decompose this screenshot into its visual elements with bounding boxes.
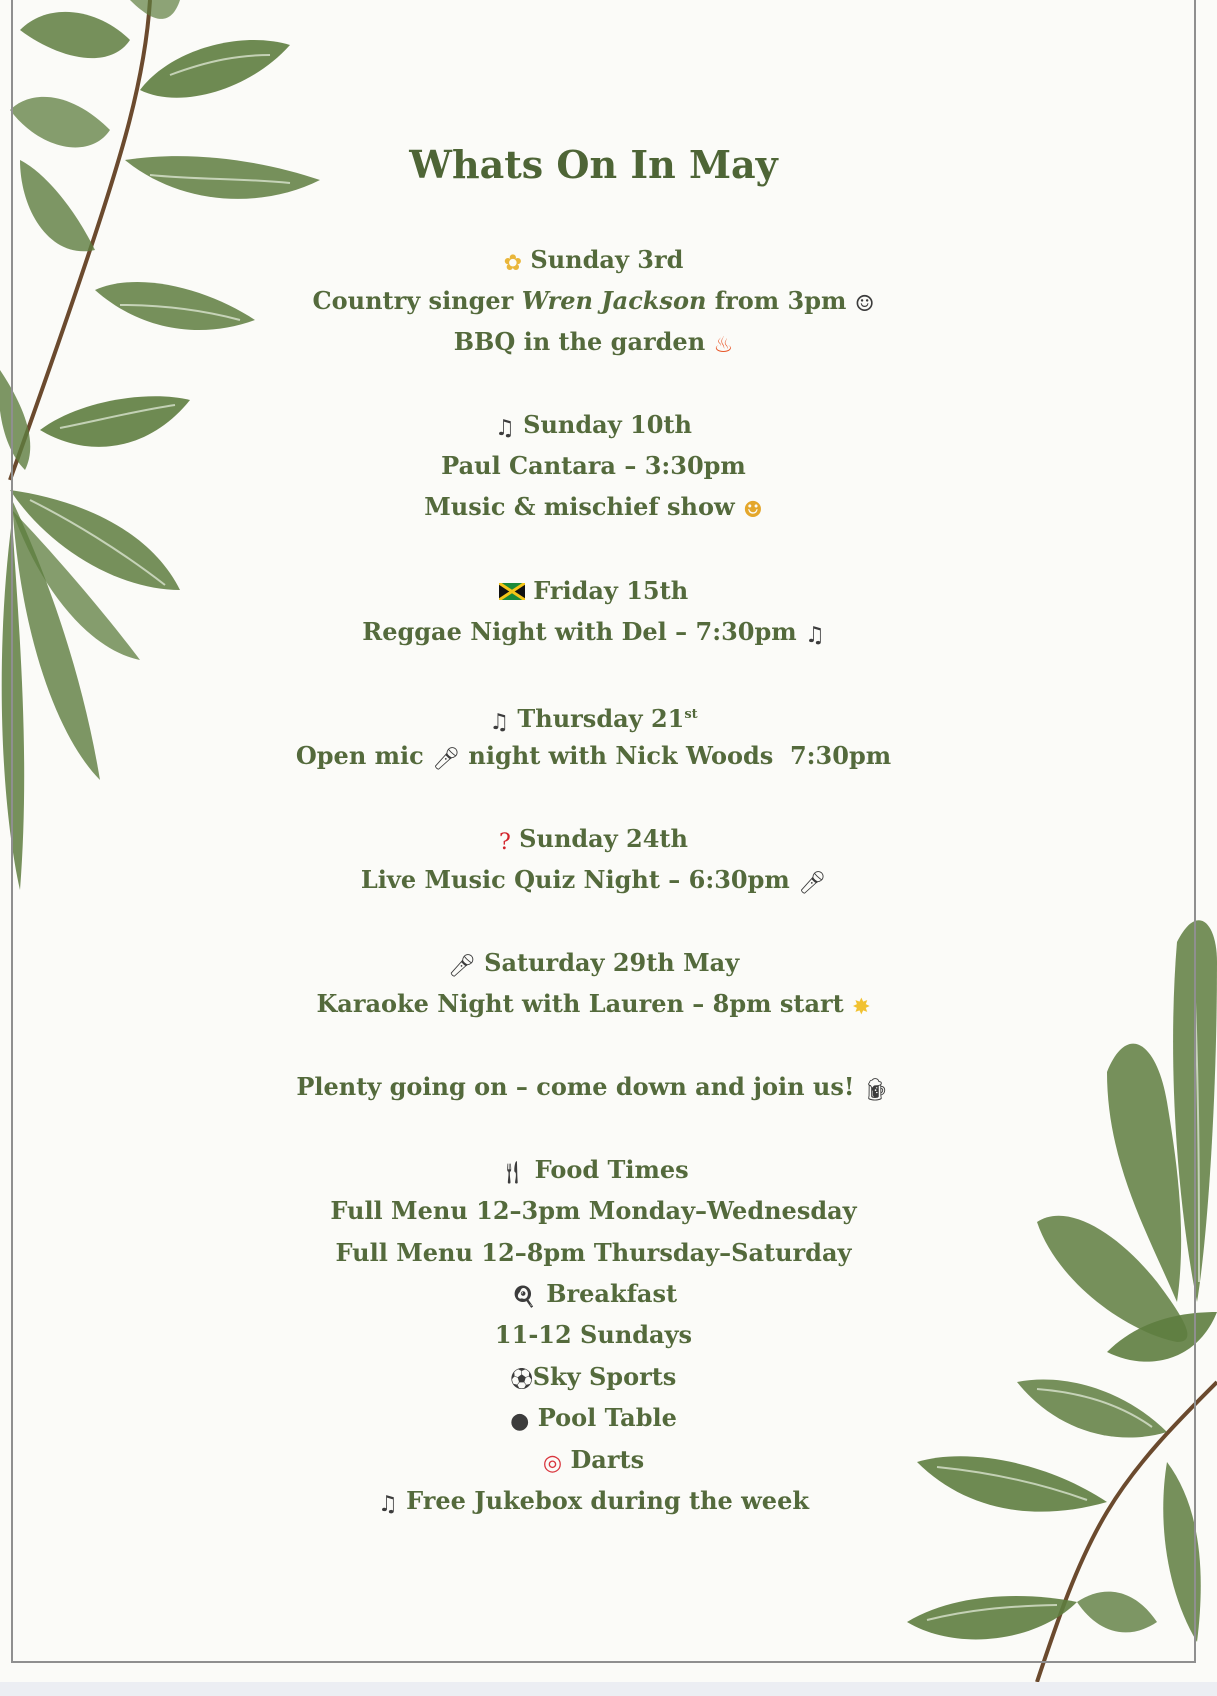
amenity-pool-table — [0, 1401, 1187, 1439]
amenity-sky-sports — [0, 1360, 1187, 1398]
grinning-face-icon: ☻ — [743, 498, 763, 523]
fire-icon: ♨ — [713, 333, 734, 358]
dart-target-icon: ◎ — [542, 1451, 563, 1476]
event-detail-line — [0, 284, 1187, 322]
food-hours-weekday: Full Menu 12–3pm Monday–Wednesday — [330, 1196, 857, 1225]
event-text: Reggae Night with Del – 7:30pm — [362, 617, 797, 646]
cowboy-face-icon: ☺ — [854, 292, 875, 317]
amenity-label: Pool Table — [537, 1403, 677, 1432]
amenity-label: Sky Sports — [532, 1362, 677, 1391]
event-text: night with Nick Woods 7:30pm — [468, 741, 892, 770]
music-notes-icon: ♫ — [489, 710, 510, 735]
event-day-saturday-29th — [0, 946, 1187, 984]
event-day-label: Sunday 24th — [519, 824, 688, 853]
soccer-ball-icon: ⚽︎ — [510, 1368, 533, 1393]
event-day-sunday-24th — [0, 822, 1187, 860]
breakfast-label: Breakfast — [546, 1279, 678, 1308]
fork-knife-icon: 🍴︎ — [498, 1161, 527, 1186]
event-detail-line — [0, 863, 1187, 901]
event-detail-line: Paul Cantara – 3:30pm — [441, 451, 746, 480]
event-day-thursday-21st — [0, 698, 1187, 740]
event-day-sunday-10th — [0, 408, 1187, 446]
music-note-icon: ♫ — [378, 1492, 398, 1517]
amenity-jukebox — [0, 1484, 1187, 1522]
artist-name: Wren Jackson — [521, 286, 707, 315]
event-detail-line — [0, 325, 1187, 363]
music-note-icon: ♫ — [805, 623, 825, 648]
page-title: Whats On In May — [409, 142, 778, 187]
amenity-label: Free Jukebox during the week — [406, 1486, 809, 1515]
event-day-friday-15th — [0, 574, 1187, 608]
event-detail-line — [0, 490, 1187, 528]
sunflower-icon: ✿ — [503, 251, 523, 276]
microphone-icon: 🎤︎ — [798, 871, 827, 896]
microphone-icon: 🎤︎ — [432, 747, 461, 772]
event-text: Karaoke Night with Lauren – 8pm start — [316, 989, 844, 1018]
breakfast-heading — [0, 1277, 1187, 1315]
event-text: Live Music Quiz Night – 6:30pm — [360, 865, 790, 894]
event-day-sunday-3rd — [0, 243, 1187, 281]
event-text: Open mic — [295, 741, 424, 770]
pool-8-ball-icon: ● — [510, 1409, 530, 1434]
closing-message — [0, 1070, 1187, 1108]
ordinal-suffix: st — [684, 707, 698, 722]
event-day-label: Sunday 3rd — [530, 245, 684, 274]
beer-mugs-icon: 🍺︎ — [862, 1078, 891, 1103]
event-text: Country singer — [312, 286, 522, 315]
event-detail-line — [0, 987, 1187, 1025]
amenity-label: Darts — [570, 1445, 645, 1474]
food-heading-label: Food Times — [534, 1155, 689, 1184]
event-text: BBQ in the garden — [453, 327, 706, 356]
event-text: Music & mischief show — [424, 492, 735, 521]
event-day-label: Friday 15th — [533, 576, 689, 605]
event-day-label: Thursday 21 — [517, 704, 685, 733]
amenity-darts — [0, 1443, 1187, 1481]
question-mark-icon: ? — [499, 830, 511, 855]
food-times-heading — [0, 1153, 1187, 1191]
jamaica-flag-icon — [499, 583, 525, 600]
event-detail-line — [0, 739, 1187, 777]
food-hours-late-week: Full Menu 12–8pm Thursday–Saturday — [335, 1238, 852, 1267]
closing-text: Plenty going on – come down and join us! — [296, 1072, 855, 1101]
frying-pan-icon: 🍳︎ — [509, 1285, 538, 1310]
event-text: from 3pm — [706, 286, 847, 315]
microphone-icon: 🎤︎ — [447, 954, 476, 979]
event-day-label: Sunday 10th — [523, 410, 692, 439]
sparkle-icon: ✸ — [852, 995, 871, 1020]
breakfast-times: 11-12 Sundays — [494, 1320, 693, 1349]
event-day-label: Saturday 29th May — [484, 948, 740, 977]
music-notes-icon: ♫ — [495, 416, 515, 441]
event-detail-line — [0, 615, 1187, 653]
